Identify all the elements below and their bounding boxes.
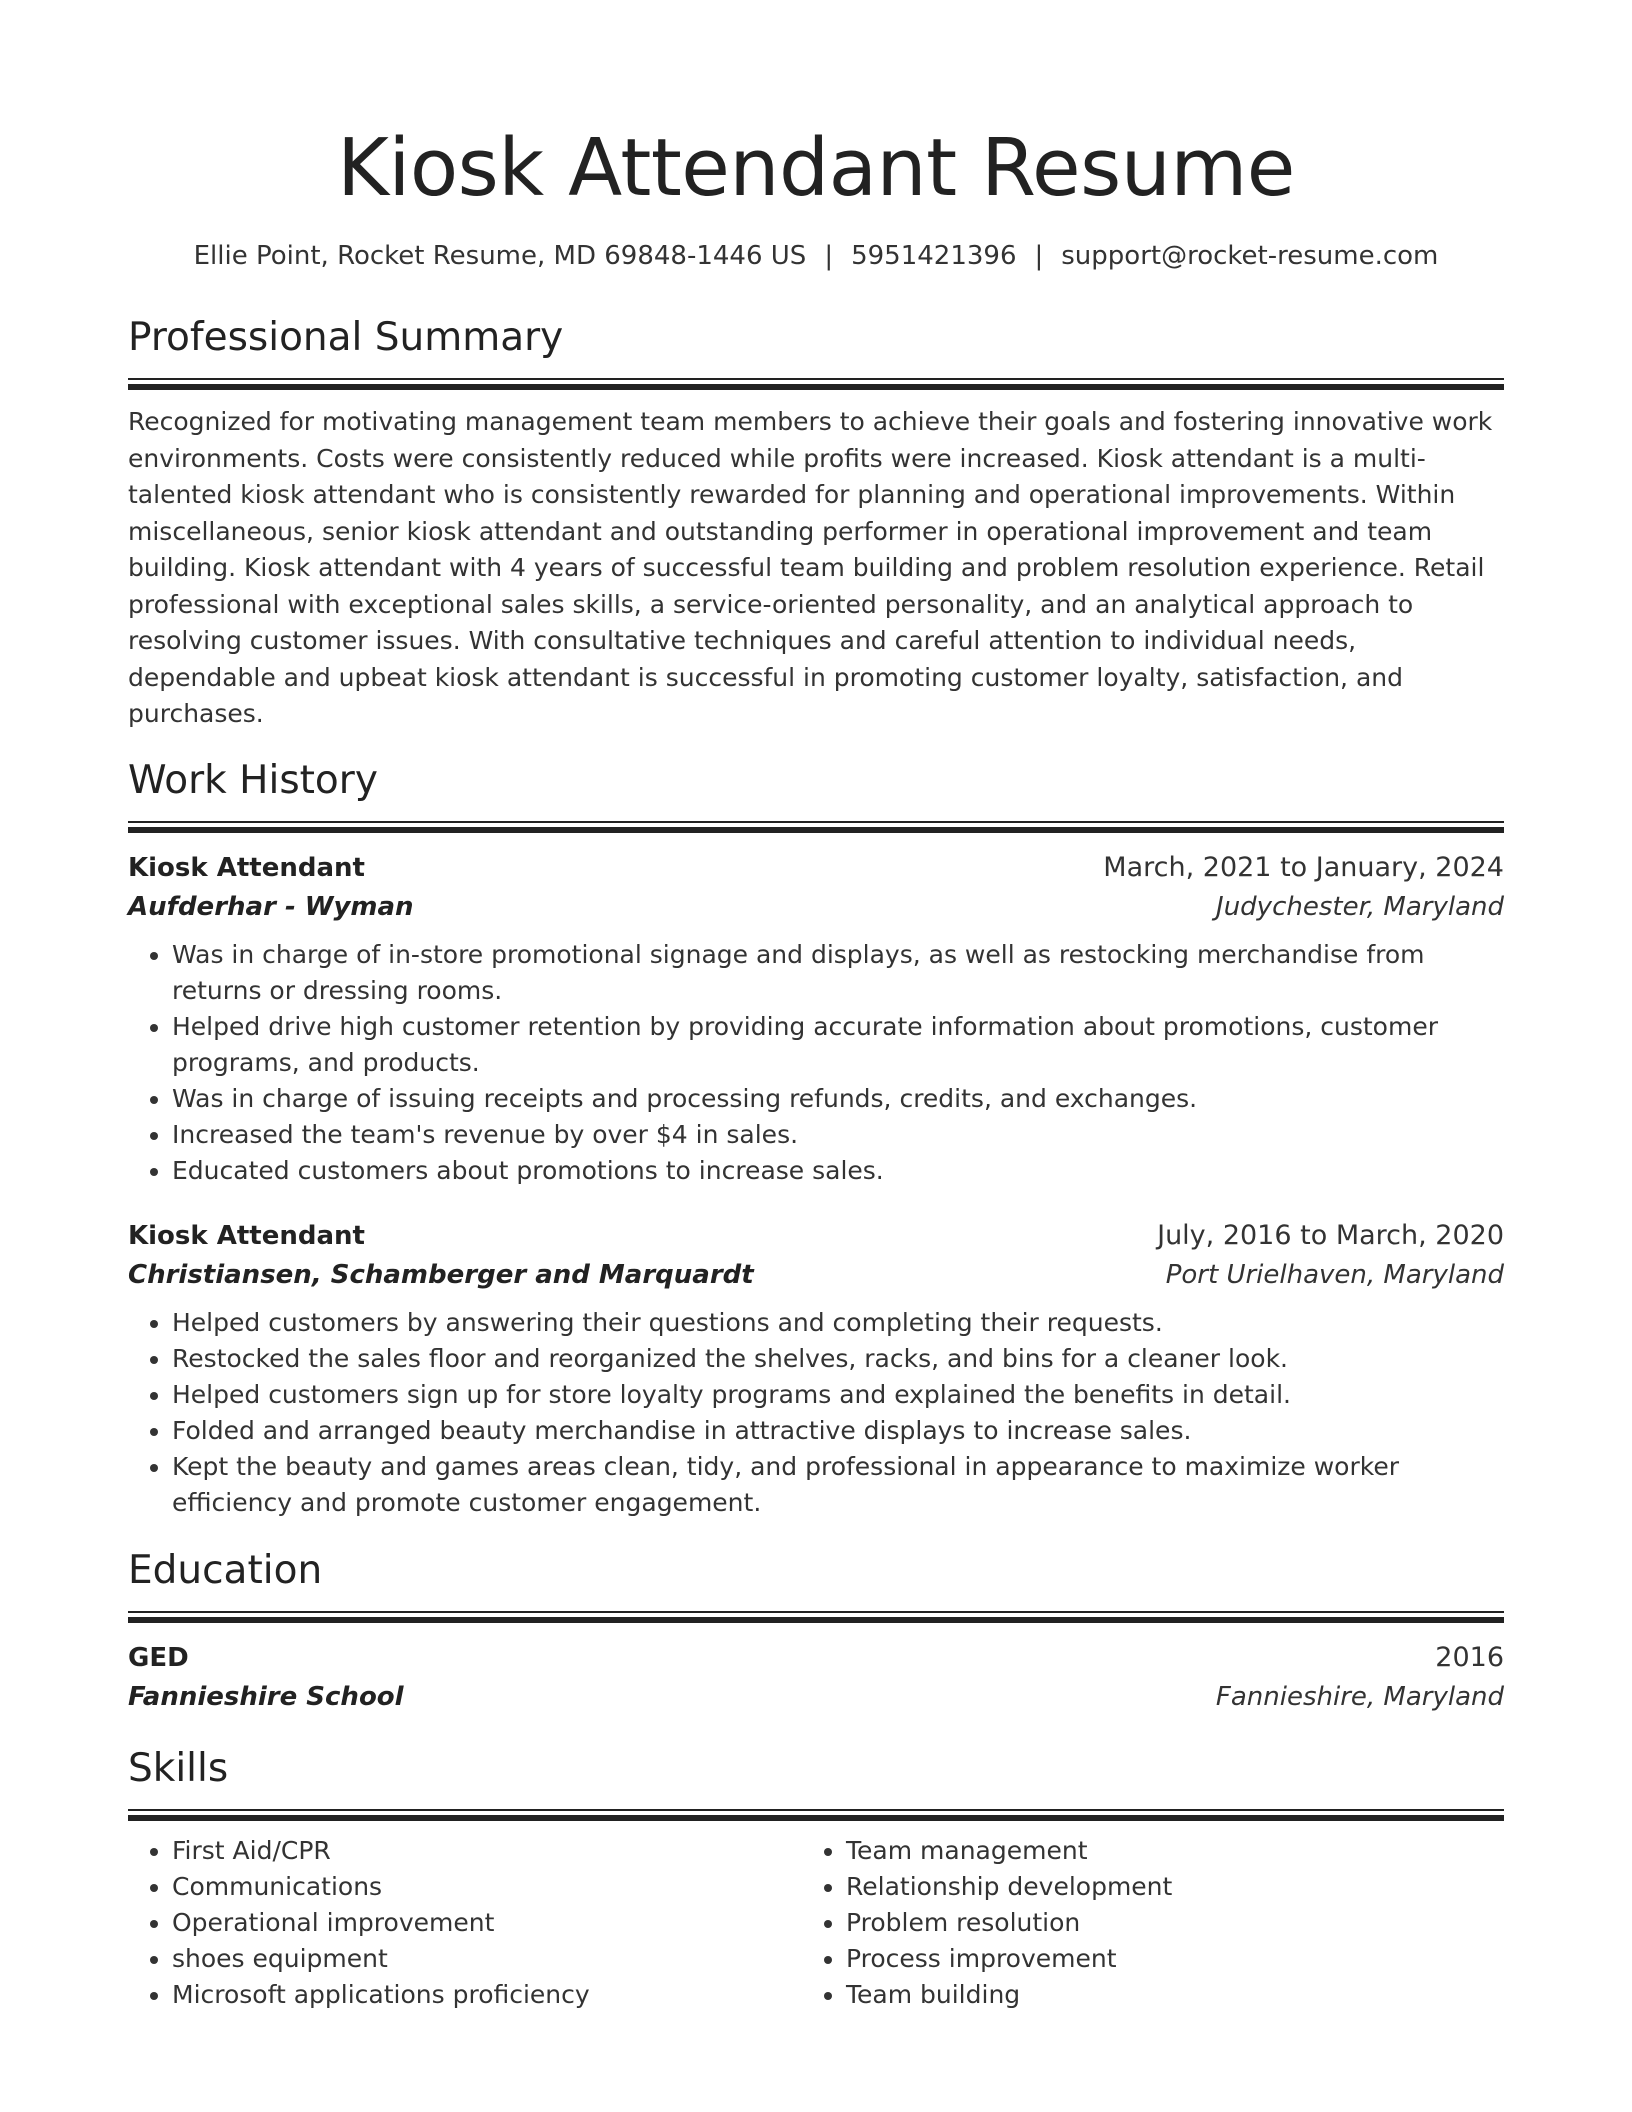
skills-list-right <box>802 1833 1504 2013</box>
list-item: • Helped customers by answering their questions and completing their requests. <box>172 1305 1504 1341</box>
section-divider <box>128 1611 1504 1623</box>
job-title: Kiosk Attendant <box>128 852 365 883</box>
education-degree: GED <box>128 1642 189 1673</box>
summary-text: Recognized for motivating management team members to achieve their goals and fostering innovative work environments. Costs were consistently reduced while profits were increased. Kiosk attendant is a multi-talented kiosk attendant who is consistently rewarded for planning and operational improvements. Within miscellaneous, senior kiosk attendant and outstanding performer in operational improvement and team building. Kiosk attendant with 4 years of successful team building and problem resolution experience. Retail professional with exceptional sales skills, a service-oriented personality, and an analytical approach to resolving customer issues. With consultative techniques and careful attention to individual needs, dependable and upbeat kiosk attendant is successful in promoting customer loyalty, satisfaction, and purchases. <box>128 407 1493 728</box>
education-school: Fannieshire School <box>128 1681 404 1712</box>
education-location: Fannieshire, Maryland <box>1215 1681 1504 1712</box>
education-entry <box>128 1639 1504 1717</box>
skills-section <box>128 1747 1504 2013</box>
job-employer-row <box>128 1255 1504 1295</box>
job-employer-row <box>128 887 1504 927</box>
job-title: Kiosk Attendant <box>128 1220 365 1251</box>
list-item: • Restocked the sales floor and reorganized the shelves, racks, and bins for a cleaner look. <box>172 1341 1504 1377</box>
list-item: • Relationship development <box>846 1869 1504 1905</box>
education-section <box>128 1549 1504 1717</box>
list-item: • Folded and arranged beauty merchandise in attractive displays to increase sales. <box>172 1413 1504 1449</box>
list-item: • Increased the team's revenue by over $4 in sales. <box>172 1117 1504 1153</box>
list-item: • Microsoft applications proficiency <box>172 1977 802 2013</box>
summary-section <box>128 316 1504 733</box>
contact-email: support@rocket-resume.com <box>1061 241 1439 271</box>
education-year: 2016 <box>1435 1641 1504 1673</box>
skills-list-left <box>128 1833 802 2013</box>
list-item: • Operational improvement <box>172 1905 802 1941</box>
job-dates: March, 2021 to January, 2024 <box>1103 851 1504 883</box>
job-employer: Aufderhar - Wyman <box>128 891 414 922</box>
contact-phone: 5951421396 <box>851 241 1017 271</box>
list-item: • Problem resolution <box>846 1905 1504 1941</box>
education-header-row <box>128 1639 1504 1677</box>
contact-separator: | <box>1034 241 1044 271</box>
job-employer: Christiansen, Schamberger and Marquardt <box>128 1259 754 1290</box>
job-entry <box>128 849 1504 1189</box>
list-item: • Team building <box>846 1977 1504 2013</box>
section-divider <box>128 821 1504 833</box>
work-history-section <box>128 759 1504 1521</box>
list-item: • Helped customers sign up for store loyalty programs and explained the benefits in detail. <box>172 1377 1504 1413</box>
job-location: Port Urielhaven, Maryland <box>1165 1259 1504 1290</box>
list-item: • shoes equipment <box>172 1941 802 1977</box>
job-header-row <box>128 849 1504 887</box>
list-item: • Was in charge of issuing receipts and processing refunds, credits, and exchanges. <box>172 1081 1504 1117</box>
job-dates: July, 2016 to March, 2020 <box>1157 1219 1504 1251</box>
contact-separator: | <box>824 241 834 271</box>
education-school-row <box>128 1677 1504 1717</box>
skills-columns <box>128 1833 1504 2013</box>
list-item: • Helped drive high customer retention by providing accurate information about promotions, customer programs, and products. <box>172 1009 1504 1081</box>
resume-title: Kiosk Attendant Resume <box>337 122 1295 214</box>
list-item: • First Aid/CPR <box>172 1833 802 1869</box>
list-item: • Was in charge of in-store promotional signage and displays, as well as restocking merchandise from returns or dressing rooms. <box>172 937 1504 1009</box>
contact-address: Ellie Point, Rocket Resume, MD 69848-1446 US <box>193 241 807 271</box>
section-heading-work-history: Work History <box>128 757 378 803</box>
list-item: • Educated customers about promotions to increase sales. <box>172 1153 1504 1189</box>
contact-line <box>128 238 1504 274</box>
job-entry <box>128 1217 1504 1521</box>
list-item: • Kept the beauty and games areas clean, tidy, and professional in appearance to maximize worker efficiency and promote customer engagement. <box>172 1449 1504 1521</box>
section-divider <box>128 378 1504 390</box>
list-item: • Process improvement <box>846 1941 1504 1977</box>
section-heading-skills: Skills <box>128 1745 229 1791</box>
job-location: Judychester, Maryland <box>1216 891 1504 922</box>
list-item: • Team management <box>846 1833 1504 1869</box>
job-duties-list <box>128 1305 1504 1521</box>
section-heading-education: Education <box>128 1547 323 1593</box>
section-divider <box>128 1809 1504 1821</box>
section-heading-summary: Professional Summary <box>128 315 564 360</box>
list-item: • Communications <box>172 1869 802 1905</box>
job-duties-list <box>128 937 1504 1189</box>
job-header-row <box>128 1217 1504 1255</box>
